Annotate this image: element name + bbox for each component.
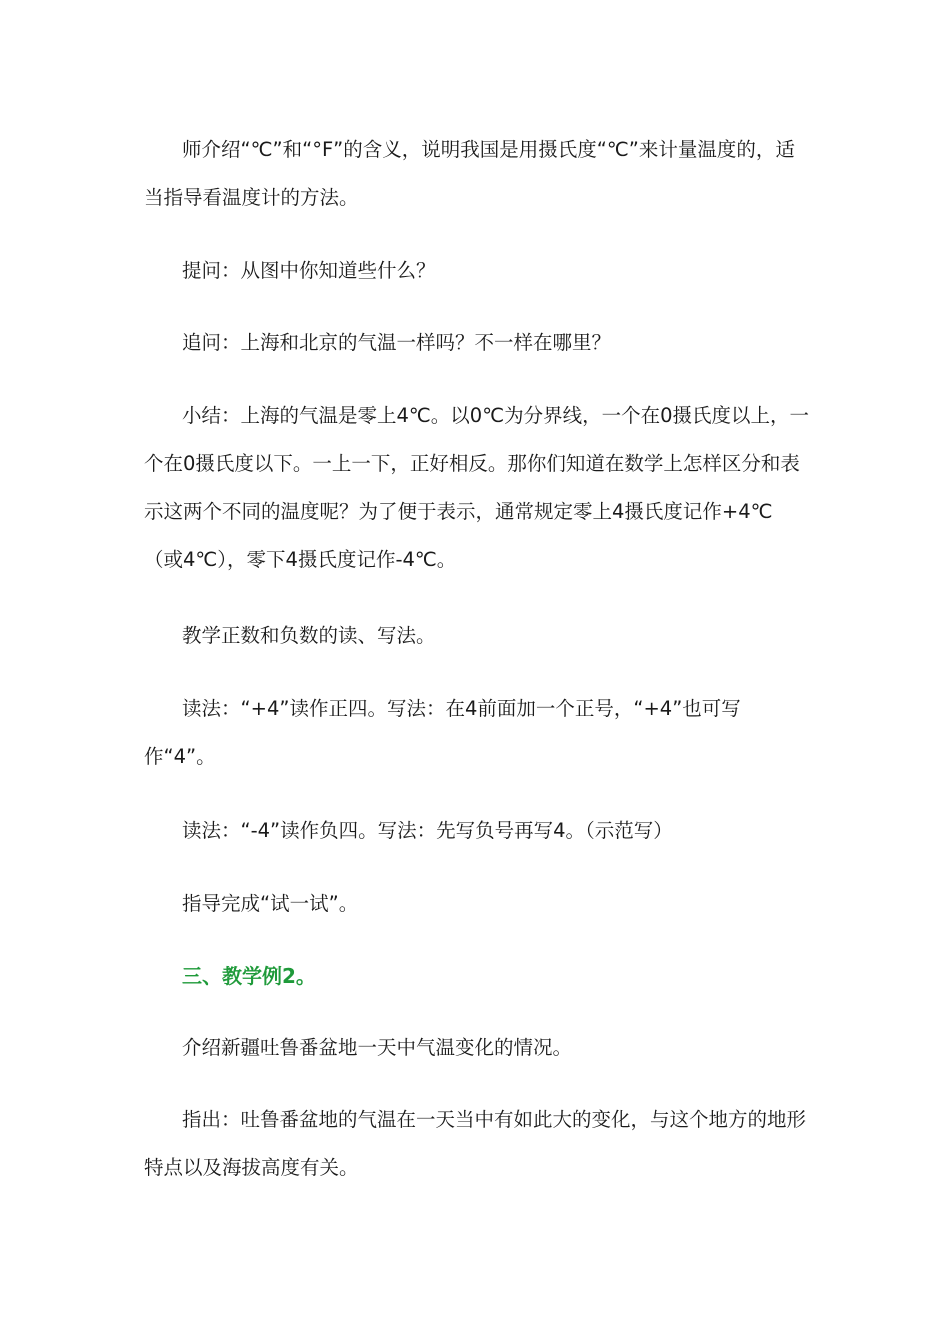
paragraph-teaching-reading-writing: 教学正数和负数的读、写法。 [182, 624, 436, 647]
paragraph-followup-question: 追问：上海和北京的气温一样吗？不一样在哪里？ [182, 331, 612, 354]
paragraph-positive-reading: 读法：“+4”读作正四。写法：在4前面加一个正号，“+4”也可写作“4”。 [144, 697, 741, 768]
paragraph-turpan-intro: 介绍新疆吐鲁番盆地一天中气温变化的情况。 [182, 1036, 573, 1059]
paragraph-negative-reading: 读法：“-4”读作负四。写法：先写负号再写4。（示范写） [182, 819, 673, 842]
section-heading: 三、教学例2。 [182, 964, 316, 988]
paragraph-turpan-explanation: 指出：吐鲁番盆地的气温在一天当中有如此大的变化，与这个地方的地形特点以及海拔高度有关。 [144, 1108, 807, 1179]
paragraph-summary: 小结：上海的气温是零上4℃。以0℃为分界线，一个在0摄氏度以上，一个在0摄氏度以下。一上一下，正好相反。那你们知道在数学上怎样区分和表示这两个不同的温度呢？为了便于表示，通常规定零上4摄氏度记作+4℃（或4℃），零下4摄氏度记作-4℃。 [144, 404, 810, 571]
paragraph-guide-try: 指导完成“试一试”。 [182, 892, 359, 915]
paragraph-question: 提问：从图中你知道些什么？ [182, 259, 436, 282]
paragraph-temperature-units: 师介绍“℃”和“°F”的含义，说明我国是用摄氏度“℃”来计量温度的，适当指导看温度计的方法。 [144, 138, 795, 209]
